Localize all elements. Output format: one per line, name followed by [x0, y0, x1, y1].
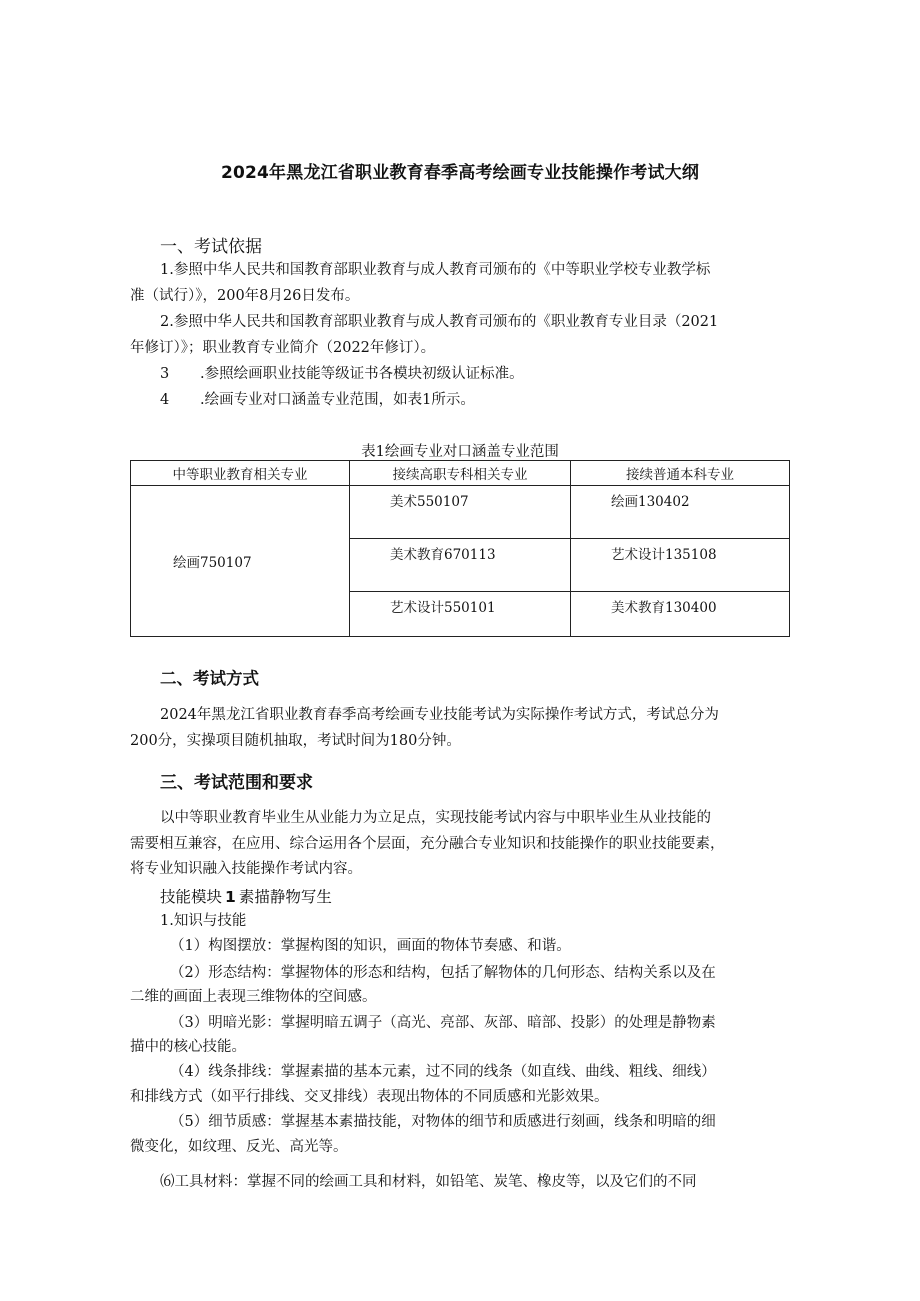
module-title: 素描静物写生 [238, 888, 332, 906]
knowledge-item-4-line1: （4）线条排线：掌握素描的基本元素，过不同的线条（如直线、曲线、粗线、细线） [170, 1064, 716, 1080]
section3-line2: 需要相互兼容，在应用、综合运用各个层面，充分融合专业知识和技能操作的职业技能要素， [130, 836, 725, 852]
table-header: 中等职业教育相关专业 [131, 461, 350, 486]
table-cell: 绘画130402 [571, 486, 790, 539]
table-header: 接续普通本科专业 [571, 461, 790, 486]
knowledge-item-2-line2: 二维的画面上表现三维物体的空间感。 [130, 989, 377, 1005]
table-row [131, 486, 790, 539]
module-prefix: 技能模块 [160, 888, 223, 906]
table-caption: 表1绘画专业对口涵盖专业范围 [361, 444, 559, 460]
module-number: 1 [225, 888, 236, 906]
knowledge-item-5-line2: 微变化，如纹理、反光、高光等。 [130, 1139, 348, 1155]
table-cell: 艺术设计550101 [350, 592, 571, 637]
section3-heading: 三、考试范围和要求 [160, 773, 313, 793]
knowledge-item-4-line2: 和排线方式（如平行排线、交叉排线）表现出物体的不同质感和光影效果。 [130, 1089, 609, 1105]
table-header: 接续高职专科相关专业 [350, 461, 571, 486]
basis-item-3-number: 3 [160, 366, 170, 382]
knowledge-item-3-line2: 描中的核心技能。 [130, 1039, 246, 1055]
page-title: 2024年黑龙江省职业教育春季高考绘画专业技能操作考试大纲 [220, 163, 700, 183]
section2-heading: 二、考试方式 [160, 669, 259, 688]
table-header-row [131, 461, 790, 486]
basis-item-3-text: .参照绘画职业技能等级证书各模块初级认证标准。 [200, 366, 524, 382]
knowledge-item-5-line1: （5）细节质感：掌握基本素描技能，对物体的细节和质感进行刻画，线条和明暗的细 [170, 1114, 716, 1130]
knowledge-item-2-line1: （2）形态结构：掌握物体的形态和结构，包括了解物体的几何形态、结构关系以及在 [170, 965, 716, 981]
knowledge-item-1: （1）构图摆放：掌握构图的知识，画面的物体节奏感、和谐。 [170, 938, 571, 954]
basis-item-2-line2: 年修订）》；职业教育专业简介（2022年修订）。 [130, 340, 436, 356]
table-cell: 美术教育670113 [350, 539, 571, 592]
basis-item-2-line1: 2.参照中华人民共和国教育部职业教育与成人教育司颁布的《职业教育专业目录（2021 [160, 314, 719, 330]
knowledge-item-3-line1: （3）明暗光影：掌握明暗五调子（高光、亮部、灰部、暗部、投影）的处理是静物素 [170, 1015, 716, 1031]
knowledge-heading: 1.知识与技能 [160, 913, 247, 929]
basis-item-1-line2: 准（试行）》，200年8月26日发布。 [130, 288, 360, 304]
basis-item-1-line1: 1.参照中华人民共和国教育部职业教育与成人教育司颁布的《中等职业学校专业教学标 [160, 262, 711, 278]
section3-line3: 将专业知识融入技能操作考试内容。 [130, 861, 362, 877]
basis-item-4-text: .绘画专业对口涵盖专业范围，如表1所示。 [200, 392, 475, 408]
knowledge-item-6-line1: ⑹工具材料：掌握不同的绘画工具和材料，如铅笔、炭笔、橡皮等，以及它们的不同 [160, 1174, 697, 1190]
section1-heading: 一、考试依据 [160, 237, 262, 257]
table-cell: 美术教育130400 [571, 592, 790, 637]
section2-line2: 200分，实操项目随机抽取，考试时间为180分钟。 [130, 733, 461, 749]
skill-module-heading [160, 885, 332, 907]
table-cell: 美术550107 [350, 486, 571, 539]
basis-item-4-number: 4 [160, 392, 170, 408]
section2-line1: 2024年黑龙江省职业教育春季高考绘画专业技能考试为实际操作考试方式，考试总分为 [160, 707, 719, 723]
table-cell: 艺术设计135108 [571, 539, 790, 592]
table-cell-main-major: 绘画750107 [131, 486, 350, 637]
section3-line1: 以中等职业教育毕业生从业能力为立足点，实现技能考试内容与中职毕业生从业技能的 [160, 810, 711, 826]
major-range-table [130, 460, 790, 637]
